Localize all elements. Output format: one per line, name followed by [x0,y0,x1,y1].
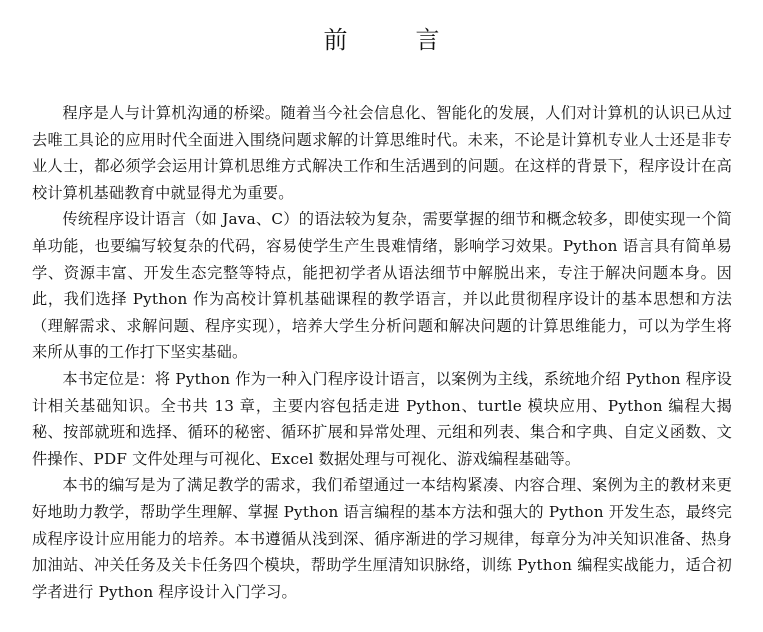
page-title: 前 言 [323,26,462,54]
preface-body [32,100,732,605]
paragraph-1: 程序是人与计算机沟通的桥梁。随着当今社会信息化、智能化的发展，人们对计算机的认识已从过去唯工具论的应用时代全面进入围绕问题求解的计算思维时代。未来，不论是计算机专业人士还是非专业人士，都必须学会运用计算机思维方式解决工作和生活遇到的问题。在这样的背景下，程序设计在高校计算机基础教育中就显得尤为重要。 [32,104,732,202]
paragraph-2: 传统程序设计语言（如 Java、C）的语法较为复杂，需要掌握的细节和概念较多，即使实现一个简单功能，也要编写较复杂的代码，容易使学生产生畏难情绪，影响学习效果。Python 语言具有简单易学、资源丰富、开发生态完整等特点，能把初学者从语法细节中解脱出来，专注于解决问题本身。因此，我们选择 Python 作为高校计算机基础课程的教学语言，并以此贯彻程序设计的基本思想和方法（理解需求、求解问题、程序实现），培养大学生分析问题和解决问题的计算思维能力，可以为学生将来所从事的工作打下坚实基础。 [32,210,732,362]
paragraph-3: 本书定位是：将 Python 作为一种入门程序设计语言，以案例为主线，系统地介绍 Python 程序设计相关基础知识。全书共 13 章，主要内容包括走进 Python、turtle 模块应用、Python 编程大揭秘、按部就班和选择、循环的秘密、循环扩展和异常处理、元组和列表、集合和字典、自定义函数、文件操作、PDF 文件处理与可视化、Excel 数据处理与可视化、游戏编程基础等。 [32,369,732,468]
paragraph-4: 本书的编写是为了满足教学的需求，我们希望通过一本结构紧凑、内容合理、案例为主的教材来更好地助力教学，帮助学生理解、掌握 Python 语言编程的基本方法和强大的 Python 开发生态，最终完成程序设计应用能力的培养。本书遵循从浅到深、循序渐进的学习规律，每章分为冲关知识准备、热身加油站、冲关任务及关卡任务四个模块，帮助学生厘清知识脉络，训练 Python 编程实战能力，适合初学者进行 Python 程序设计入门学习。 [32,476,732,601]
